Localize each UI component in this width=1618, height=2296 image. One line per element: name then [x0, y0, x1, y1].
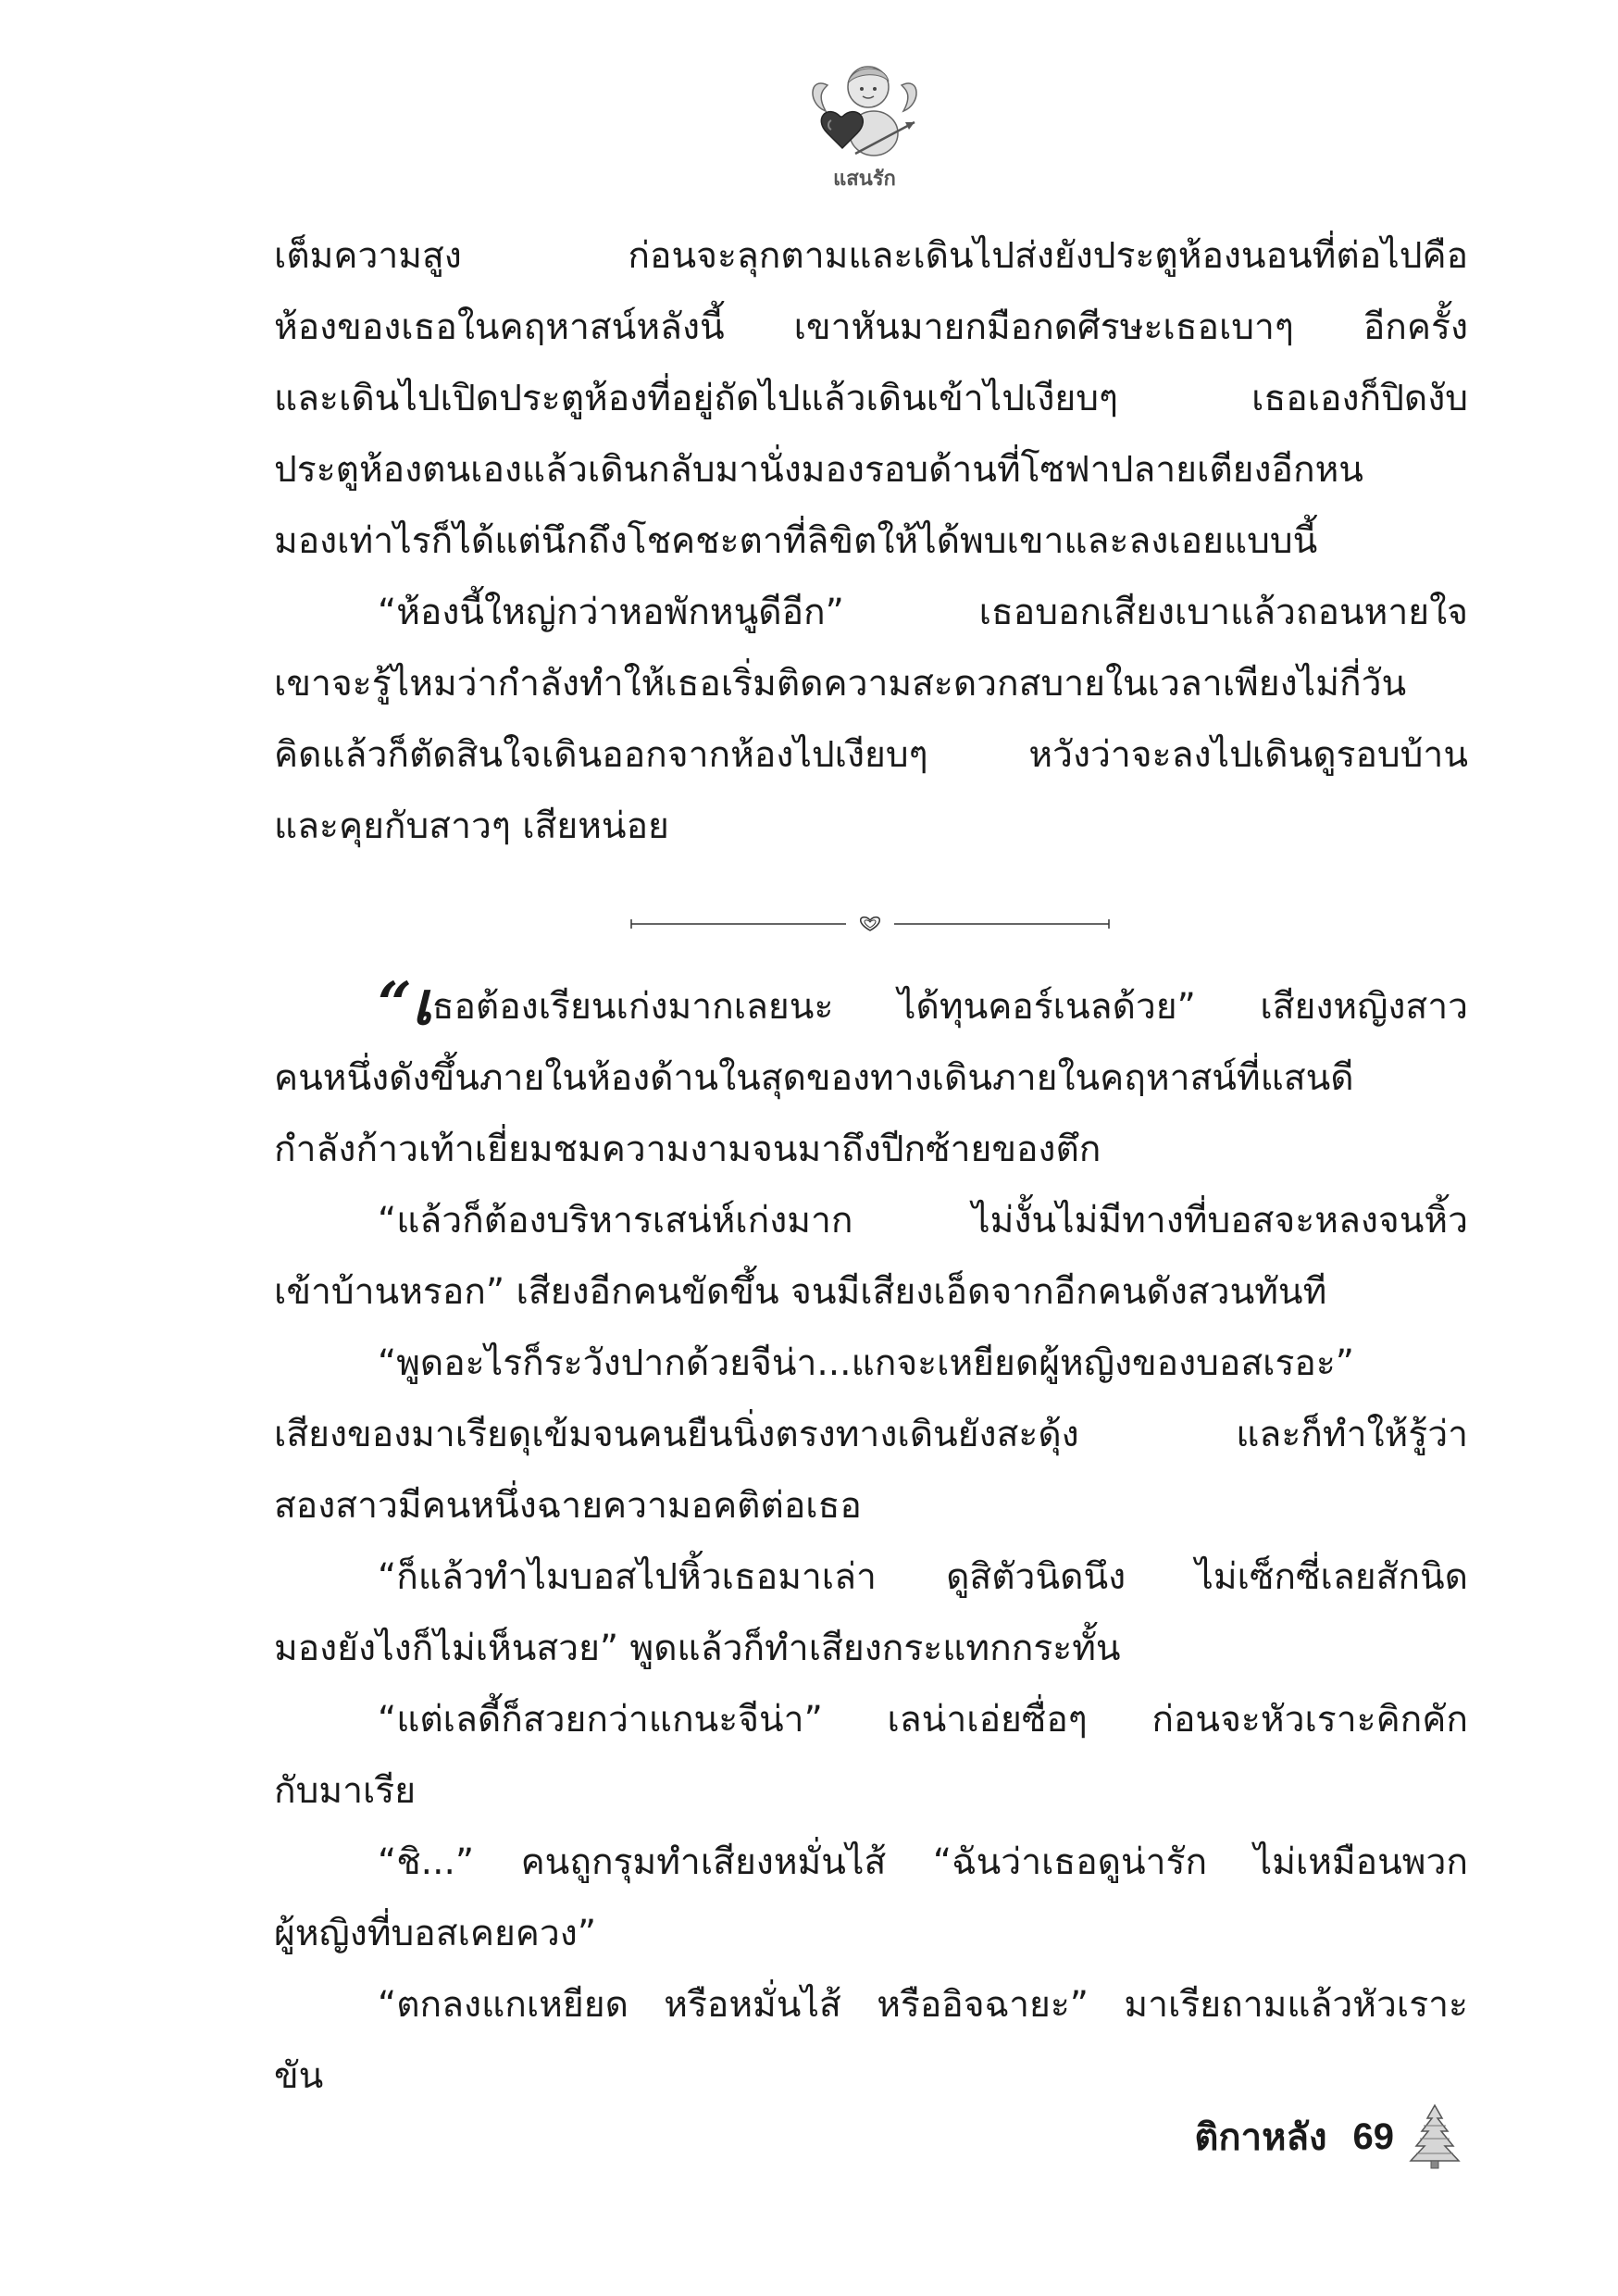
text-line: และคุยกับสาวๆ เสียหน่อย — [274, 805, 669, 847]
text-line: ขัน — [274, 2055, 324, 2097]
book-title: ติกาหลัง — [1194, 2116, 1327, 2159]
text-line: “ตกลงแกเหยียด หรือหมั่นไส้ หรืออิจฉายะ” มาเรียถามแล้วหัวเราะ — [378, 1984, 1468, 2026]
text-line: มองเท่าไรก็ได้แต่นึกถึงโชคชะตาที่ลิขิตให้ได้พบเขาและลงเอยแบบนี้ — [274, 520, 1318, 562]
text-line-rest: ธอต้องเรียนเก่งมากเลยนะ ได้ทุนคอร์เนลด้วย” เสียงหญิงสาว — [431, 986, 1468, 1028]
page-body — [274, 220, 1468, 2112]
text-line: คนหนึ่งดังขึ้นภายในห้องด้านในสุดของทางเดินภายในคฤหาสน์ที่แสนดี — [274, 1057, 1354, 1099]
drop-initial: เ — [411, 969, 432, 1039]
text-line: ประตูห้องตนเองแล้วเดินกลับมานั่งมองรอบด้านที่โซฟาปลายเตียงอีกหน — [274, 449, 1363, 491]
text-line: เสียงของมาเรียดุเข้มจนคนยืนนิ่งตรงทางเดินยังสะดุ้ง และก็ทำให้รู้ว่า — [274, 1414, 1468, 1455]
publisher-logo — [800, 57, 929, 196]
section-divider — [274, 862, 1468, 971]
text-line: กำลังก้าวเท้าเยี่ยมชมความงามจนมาถึงปีกซ้ายของตึก — [274, 1129, 1101, 1170]
text-line: เขาจะรู้ไหมว่ากำลังทำให้เธอเริ่มติดความสะดวกสบายในเวลาเพียงไม่กี่วัน — [274, 663, 1407, 705]
page-footer — [1194, 2100, 1464, 2174]
text-line: ห้องของเธอในคฤหาสน์หลังนี้ เขาหันมายกมือกดศีรษะเธอเบาๆ อีกครั้ง — [274, 306, 1468, 348]
text-line: เข้าบ้านหรอก” เสียงอีกคนขัดขึ้น จนมีเสียงเอ็ดจากอีกคนดังสวนทันที — [274, 1271, 1327, 1313]
text-line: เต็มความสูง ก่อนจะลุกตามและเดินไปส่งยังประตูห้องนอนที่ต่อไปคือ — [274, 235, 1468, 277]
text-line: และเดินไปเปิดประตูห้องที่อยู่ถัดไปแล้วเดินเข้าไปเงียบๆ เธอเองก็ปิดงับ — [274, 378, 1468, 419]
cherub-heart-icon — [800, 57, 929, 168]
text-line-first — [274, 971, 1468, 1042]
heart-divider-icon — [629, 914, 1111, 932]
text-line: คิดแล้วก็ตัดสินใจเดินออกจากห้องไปเงียบๆ หวังว่าจะลงไปเดินดูรอบบ้าน — [274, 734, 1468, 776]
text-line: กับมาเรีย — [274, 1770, 417, 1812]
pine-tree-icon — [1405, 2103, 1464, 2170]
text-line: “พูดอะไรก็ระวังปากด้วยจีน่า...แกจะเหยียดผู้หญิงของบอสเรอะ” — [378, 1342, 1354, 1384]
text-line: “ก็แล้วทำไมบอสไปหิ้วเธอมาเล่า ดูสิตัวนิดนึง ไม่เซ็กซี่เลยสักนิด — [378, 1556, 1468, 1598]
page-number: 69 — [1352, 2115, 1394, 2157]
text-line: “ห้องนี้ใหญ่กว่าหอพักหนูดีอีก” เธอบอกเสียงเบาแล้วถอนหายใจ — [378, 592, 1468, 633]
text-line: “ชิ...” คนถูกรุมทำเสียงหมั่นไส้ “ฉันว่าเธอดูน่ารัก ไม่เหมือนพวก — [378, 1841, 1468, 1883]
text-line: “แต่เลดี้ก็สวยกว่าแกนะจีน่า” เลน่าเอ่ยซื่อๆ ก่อนจะหัวเราะคิกคัก — [378, 1699, 1468, 1741]
logo-text: แสนรัก — [833, 168, 896, 191]
opening-quote-mark: “ — [378, 969, 412, 1039]
text-line: ผู้หญิงที่บอสเคยควง” — [274, 1913, 597, 1954]
text-line: มองยังไงก็ไม่เห็นสวย” พูดแล้วก็ทำเสียงกระแทกกระทั้น — [274, 1628, 1121, 1669]
text-line: “แล้วก็ต้องบริหารเสน่ห์เก่งมาก ไม่งั้นไม่มีทางที่บอสจะหลงจนหิ้ว — [378, 1200, 1468, 1242]
text-line: สองสาวมีคนหนึ่งฉายความอคติต่อเธอ — [274, 1485, 862, 1527]
